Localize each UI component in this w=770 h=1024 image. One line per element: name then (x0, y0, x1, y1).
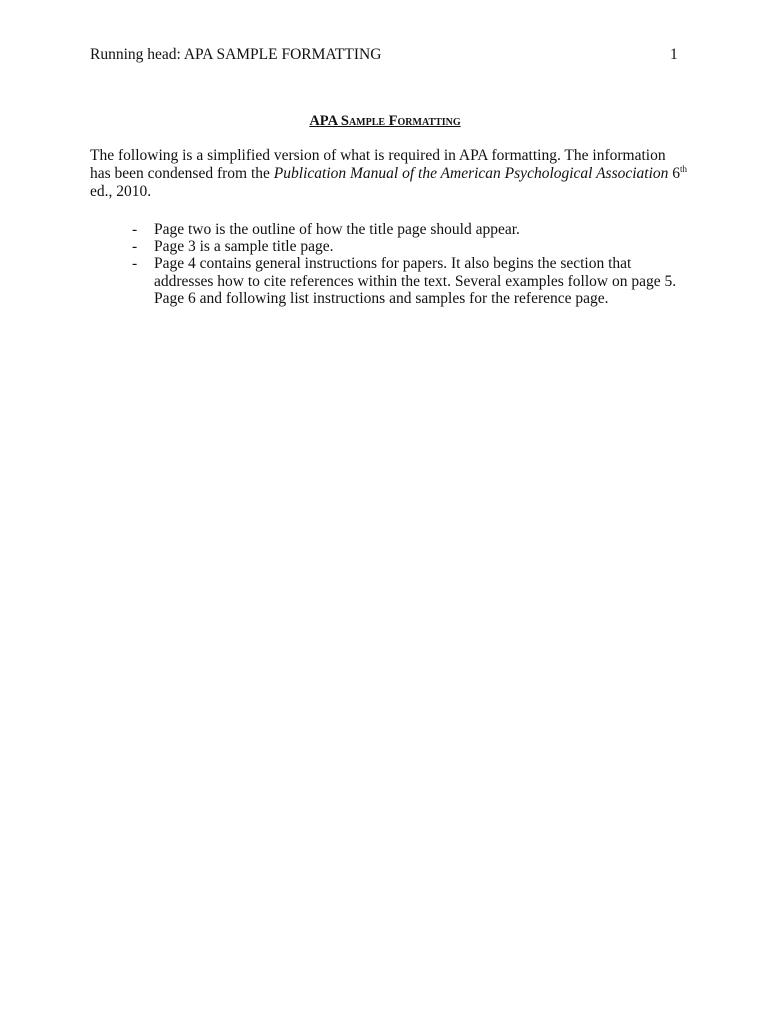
list-item-text: addresses how to cite references within the text. Several examples follow on page 5. (154, 273, 677, 290)
bullet-dash: - (132, 221, 138, 238)
intro-line-3: ed., 2010. (90, 183, 152, 200)
intro-line-2 (90, 165, 687, 183)
list-item-text: Page 6 and following list instructions and samples for the reference page. (154, 290, 609, 307)
manual-title: Publication Manual of the American Psychological Association (273, 165, 669, 182)
document-title (0, 113, 770, 130)
list-item-text: Page two is the outline of how the title page should appear. (154, 221, 520, 238)
intro-line-1: The following is a simplified version of what is required in APA formatting. The information (90, 147, 666, 164)
edition: 6 (668, 165, 681, 182)
title-rest: Sample Formatting (340, 113, 461, 129)
page-number: 1 (670, 46, 678, 63)
title-first: APA (309, 113, 338, 129)
running-head: Running head: APA SAMPLE FORMATTING (90, 46, 382, 63)
list-item-text: Page 4 contains general instructions for papers. It also begins the section that (154, 255, 632, 272)
edition-suffix: th (680, 164, 688, 174)
intro-text: has been condensed from the (90, 165, 274, 182)
list-item-text: Page 3 is a sample title page. (154, 238, 334, 255)
bullet-dash: - (132, 255, 138, 272)
bullet-dash: - (132, 238, 138, 255)
